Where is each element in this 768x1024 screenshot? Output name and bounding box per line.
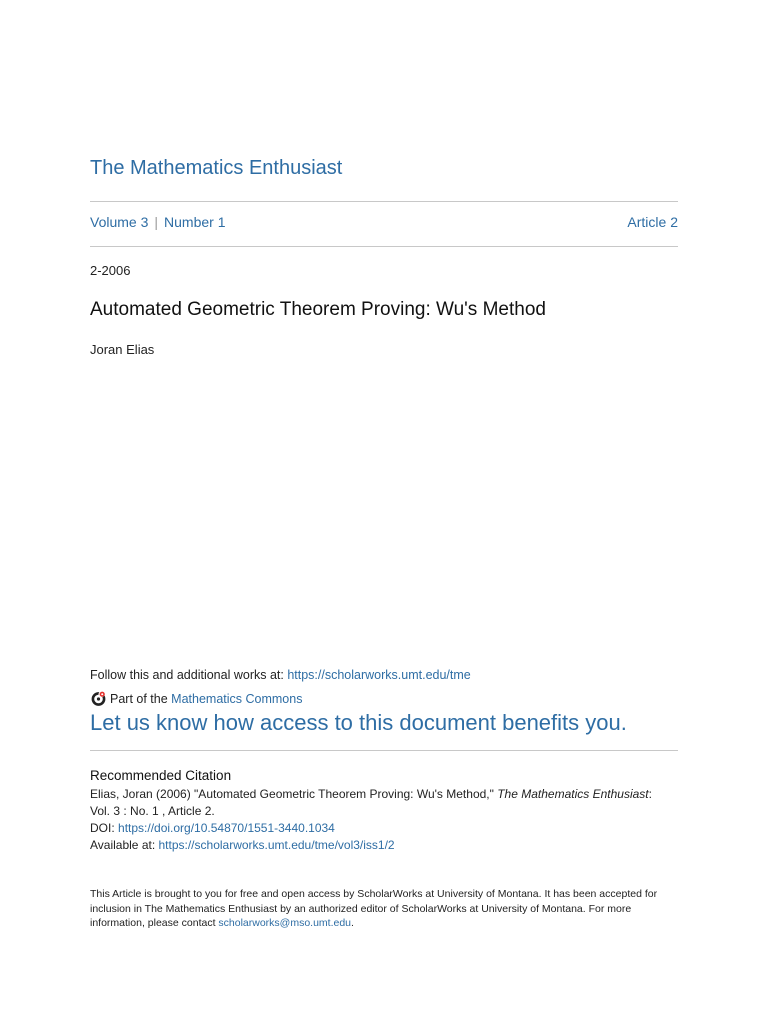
notice-end: . — [351, 917, 354, 929]
part-of-line — [90, 690, 302, 707]
follow-url-link[interactable]: https://scholarworks.umt.edu/tme — [287, 668, 471, 682]
citation-doi — [90, 820, 680, 837]
available-link[interactable]: https://scholarworks.umt.edu/tme/vol3/iss1/2 — [158, 838, 395, 852]
feedback-link[interactable]: Let us know how access to this document benefits you. — [90, 710, 627, 735]
article-title: Automated Geometric Theorem Proving: Wu's Method — [90, 299, 546, 320]
citation-journal: The Mathematics Enthusiast — [497, 787, 649, 801]
network-icon — [90, 690, 107, 707]
citation-line-2: Vol. 3 : No. 1 , Article 2. — [90, 804, 215, 818]
part-of-prefix: Part of the — [110, 691, 168, 706]
doi-link[interactable]: https://doi.org/10.54870/1551-3440.1034 — [118, 821, 335, 835]
middle-divider — [90, 246, 678, 247]
doi-label: DOI: — [90, 821, 119, 835]
issue-info-row — [90, 214, 678, 232]
top-divider — [90, 201, 678, 202]
follow-prefix: Follow this and additional works at: — [90, 668, 288, 682]
notice-text: This Article is brought to you for free and open access by ScholarWorks at University of Montana. It has been accepted for inclusion in The Mathematics Enthusiast by an authorized editor of ScholarWorks at University of Montana. For more information, please contact — [90, 888, 658, 929]
available-label: Available at: — [90, 838, 159, 852]
citation-heading: Recommended Citation — [90, 768, 232, 783]
issue-separator: | — [154, 214, 159, 230]
bottom-divider — [90, 750, 678, 751]
citation-prefix: Elias, Joran (2006) "Automated Geometric Theorem Proving: Wu's Method," — [90, 787, 498, 801]
citation-line-1 — [90, 786, 680, 803]
journal-title-link[interactable]: The Mathematics Enthusiast — [90, 157, 343, 179]
citation-suffix: : — [648, 787, 652, 801]
access-notice — [90, 887, 680, 931]
recommended-citation — [90, 767, 680, 854]
publication-date: 2-2006 — [90, 263, 131, 278]
volume-link[interactable]: Volume 3 — [90, 214, 149, 230]
mathematics-commons-link[interactable]: Mathematics Commons — [171, 691, 303, 706]
author-name: Joran Elias — [90, 342, 155, 357]
follow-line — [90, 668, 471, 682]
citation-available — [90, 837, 680, 854]
volume-number-group — [90, 214, 225, 230]
number-link[interactable]: Number 1 — [164, 214, 226, 230]
contact-email-link[interactable]: scholarworks@mso.umt.edu — [218, 917, 352, 929]
article-number-link[interactable]: Article 2 — [627, 214, 678, 230]
